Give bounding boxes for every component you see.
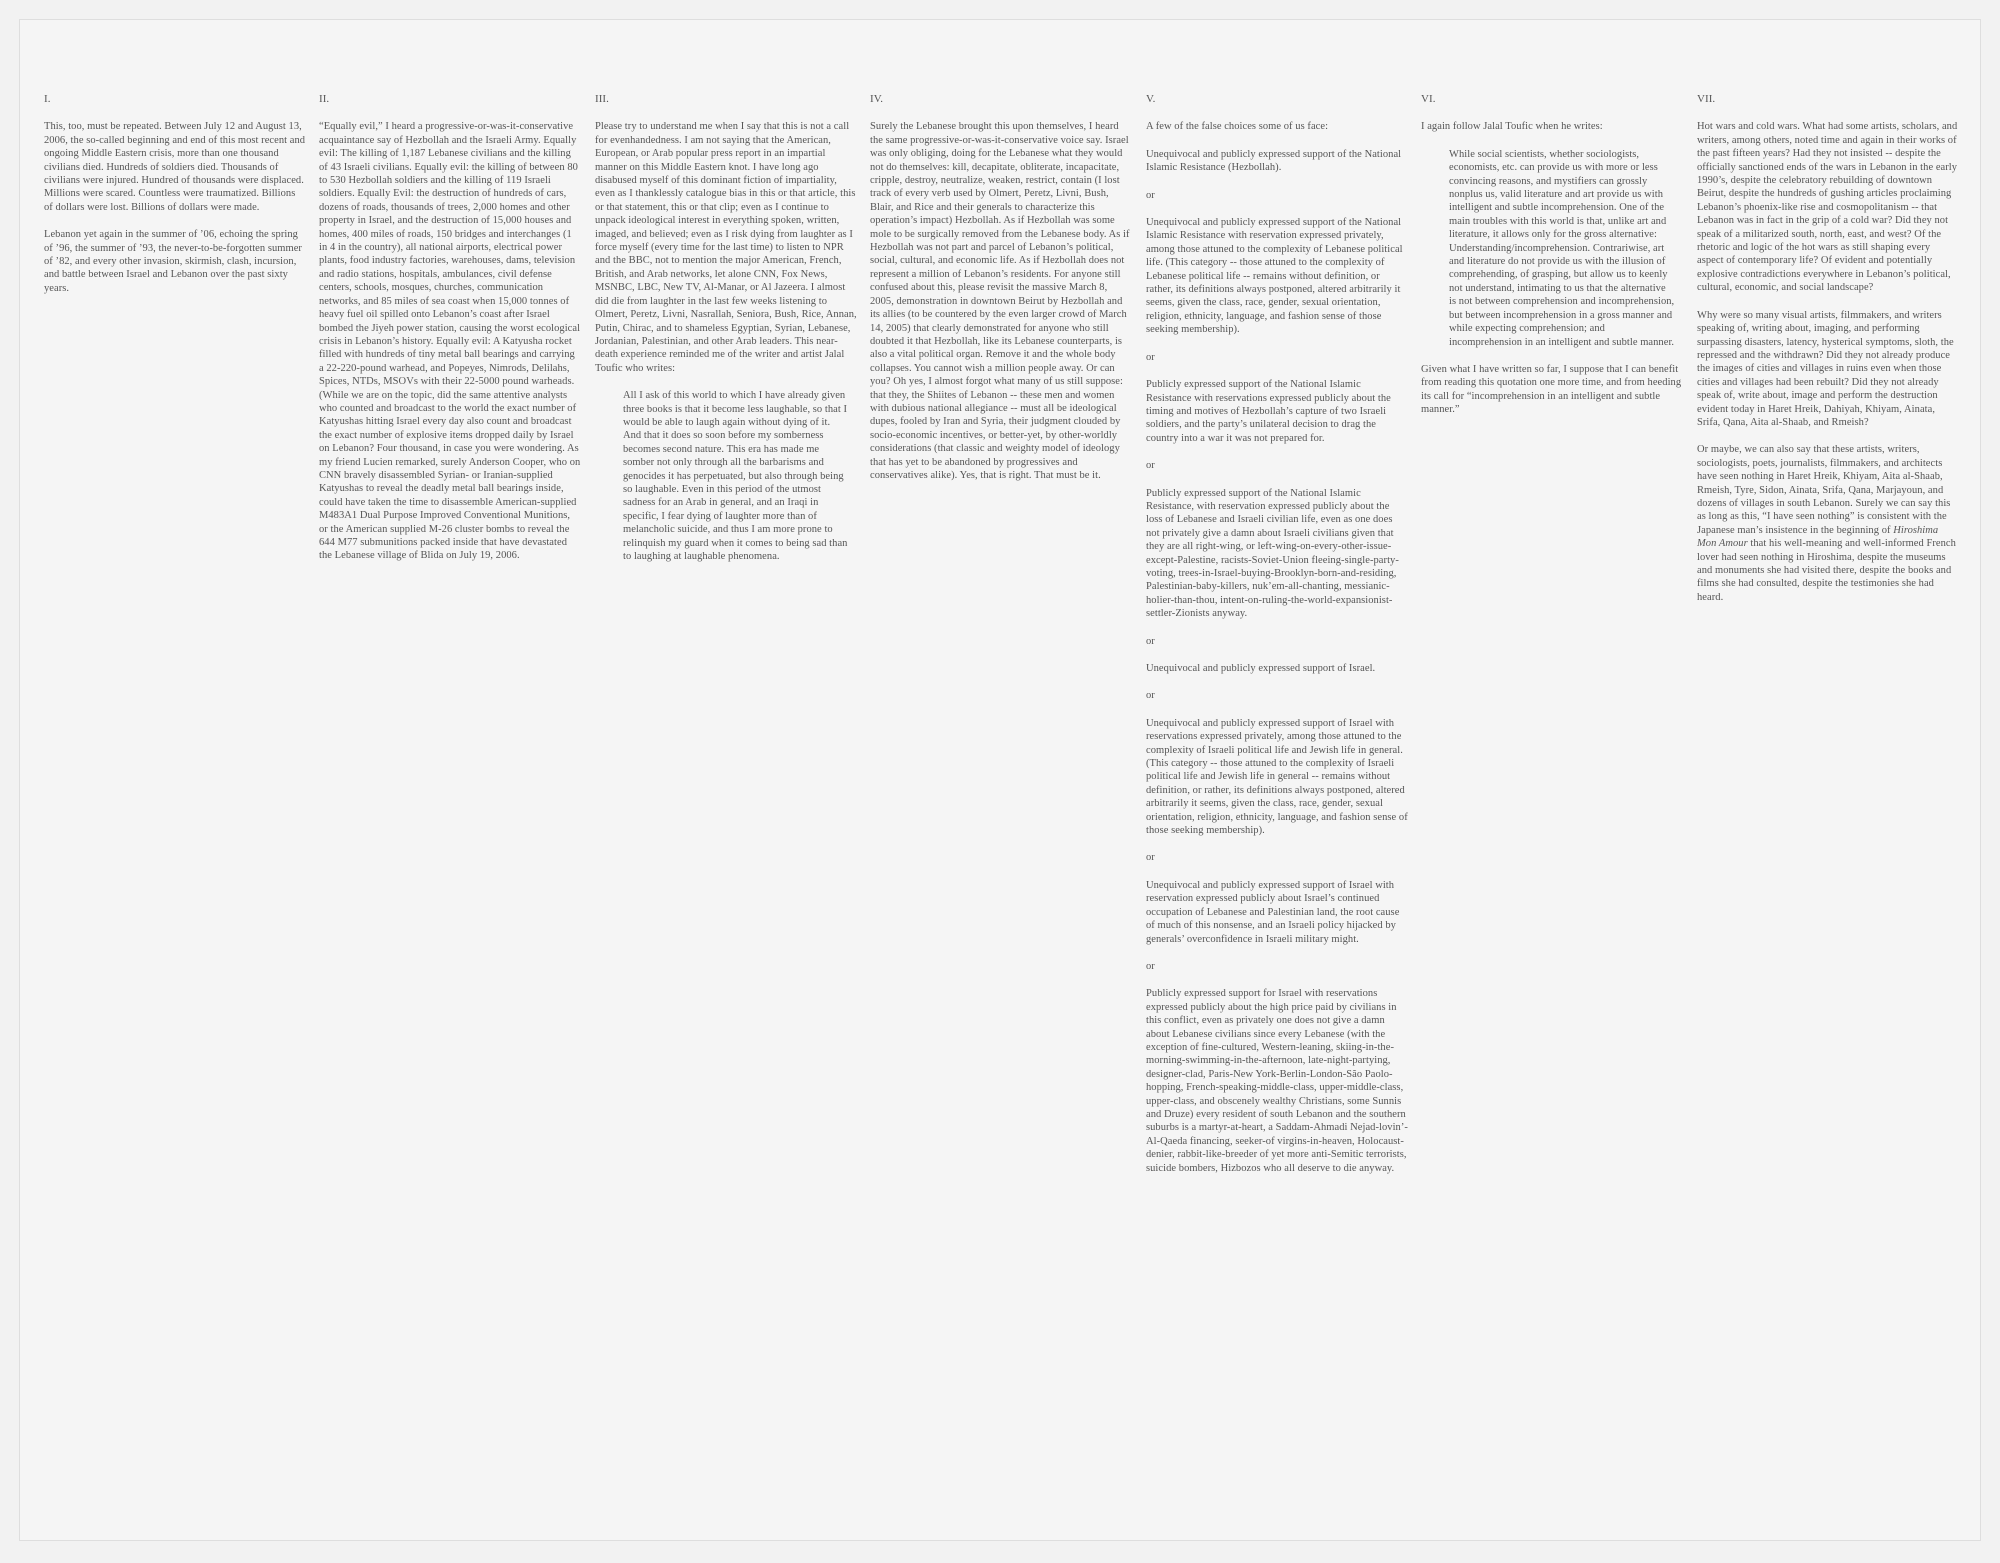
- or-separator: or: [1146, 189, 1155, 201]
- paragraph: Unequivocal and publicly expressed support of Israel with reservations expressed privately, among those attuned to the complexity of Israeli political life and Jewish life in general. (This category -- those attuned to the complexity of Israeli political life and Jewish life in general -- remains without definition, or rather, its definitions always postponed, altered arbitrarily it seems, given the class, race, gender, sexual orientation, religion, ethnicity, language, and fashion sense of those seeking membership).: [1146, 717, 1408, 837]
- or-separator: or: [1146, 960, 1155, 972]
- column-2: [319, 93, 581, 577]
- paragraph: Why were so many visual artists, filmmakers, and writers speaking of, writing about, imaging, and performing surpassing disasters, latency, hysterical symptoms, sloth, the repressed and the withdrawn? Did they not already produce the images of cities and villages in ruins even when those cities and villages had been rebuilt? Did they not already speak of, write about, image and perform the destruction evident today in Haret Hreik, Dahiyah, Khiyam, Ainata, Srifa, Qana, Aita al-Shaab, and Rmeish?: [1697, 309, 1954, 428]
- section-numeral: VI.: [1421, 93, 1436, 105]
- column-4: [870, 93, 1132, 496]
- block-quote: While social scientists, whether sociologists, economists, etc. can provide us with more or less convincing reasons, and mystifiers can grossly nonplus us, valid literature and art provide us with intelligent and subtle incomprehension. One of the main troubles with this world is that, unlike art and literature, it allows only for the gross alternative: Understanding/incomprehension. Contrariwise, art and literature do not provide us with the illusion of comprehending, of grasping, but allow us to keenly not understand, intimating to us that the alternative is not between comprehension and incomprehension, but between incomprehension in a gross manner and while expecting comprehension; and incomprehension in an intelligent and subtle manner.: [1449, 148, 1675, 348]
- column-5: [1146, 93, 1408, 1189]
- section-numeral: II.: [319, 93, 330, 105]
- column-3: [595, 93, 857, 577]
- or-separator: or: [1146, 635, 1155, 647]
- block-quote: All I ask of this world to which I have already given three books is that it become less laughable, so that I would be able to laugh again without dying of it. And that it does so soon before my somberness becomes second nature. This era has made me somber not only through all the barbarisms and genocides it has perpetuated, but also through being so laughable. Even in this period of the utmost sadness for an Arab in general, and an Iraqi in specific, I fear dying of laughter more than of melancholic suicide, and thus I am more prone to relinquish my guard when it comes to being sad than to laughing at laughable phenomena.: [623, 390, 848, 562]
- paragraph: Please try to understand me when I say that this is not a call for evenhandedness. I am not saying that the American, European, or Arab popular press report in an impartial manner on this Middle Eastern knot. I have long ago disabused myself of this dominant fiction of impartiality, even as I thanklessly catalogue bias in this or that article, this or that statement, this or that clip; even as I continue to unpack ideological interest in everything spoken, written, imaged, and believed; even as I risk dying from laughter as I force myself (every time for the last time) to listen to NPR and the BBC, not to mention the major American, French, British, and Arab networks, let alone CNN, Fox News, MSNBC, LBC, New TV, Al-Manar, or Al Jazeera. I almost did die from laughter in the last few weeks listening to Olmert, Peretz, Livni, Nasrallah, Seniora, Bush, Rice, Annan, Putin, Chirac, and to shameless Egyptian, Syrian, Lebanese, Jordanian, Palestinian, and other Arab leaders. This near-death experience reminded me of the writer and artist Jalal Toufic who writes:: [595, 121, 857, 374]
- section-numeral: IV.: [870, 93, 884, 105]
- film-title: Hiroshima Mon Amour: [1697, 524, 1939, 550]
- section-numeral: V.: [1146, 93, 1156, 105]
- paragraph: Surely the Lebanese brought this upon themselves, I heard the same progressive-or-was-it-conservative voice say. Israel was only obliging, doing for the Lebanese what they would not do themselves: kill, decapitate, obliterate, incapacitate, cripple, destroy, neutralize, weaken, restrict, contain (I lost track of every verb used by Olmert, Peretz, Livni, Bush, Blair, and Rice and their generals to characterize this operation’s impact) Hezbollah. As if Hezbollah was some mole to be surgically removed from the Lebanese body. As if Hezbollah was not part and parcel of Lebanon’s political, social, cultural, and economic life. As if Hezbollah does not represent a million of Lebanon’s residents. For anyone still confused about this, please revisit the massive March 8, 2005, demonstration in downtown Beirut by Hezbollah and its allies (to be countered by the even larger crowd of March 14, 2005) that clearly demonstrated for anyone who still doubted it that Hezbollah, like its Lebanese counterparts, is also a vital political organ. Remove it and the whole body collapses. You cannot wish a million people away. Or can you? Oh yes, I almost forgot what many of us still suppose: that they, the Shiites of Lebanon -- these men and women with dubious national allegiance -- must all be ideological dupes, fooled by Iran and Syria, their judgment clouded by socio-economic incentives, or better-yet, by other-worldly considerations (that classic and weighty model of ideology that has yet to be abandoned by progressives and conservatives alike). Yes, that is right. That must be it.: [870, 121, 1130, 481]
- section-numeral: III.: [595, 93, 609, 105]
- paragraph: Hot wars and cold wars. What had some artists, scholars, and writers, among others, noted time and again in their works of the past fifteen years? Had they not insisted -- despite the officially sanctioned ends of the wars in Lebanon in the early 1990’s, despite the celebratory rebuilding of downtown Beirut, despite the hundreds of gushing articles proclaiming Lebanon’s phoenix-like rise and cosmopolitanism -- that Lebanon was in fact in the grip of a cold war? Did they not speak of a militarized south, north, east, and west? Of the rhetoric and logic of the hot wars as still shaping every aspect of contemporary life? Of evident and potentially explosive contradictions everywhere in Lebanon’s political, cultural, economic, and social landscape?: [1697, 121, 1958, 294]
- paragraph: This, too, must be repeated. Between July 12 and August 13, 2006, the so-called beginning and end of this most recent and ongoing Middle Eastern crisis, more than one thousand civilians died. Hundreds of soldiers died. Thousands of civilians were injured. Hundred of thousands were displaced. Millions were scared. Countless were traumatized. Billions of dollars were lost. Billions of dollars were made.: [44, 121, 306, 213]
- paragraph: Given what I have written so far, I suppose that I can benefit from reading this quotation one more time, and from heeding its call for “incomprehension in an intelligent and subtle manner.”: [1421, 363, 1682, 416]
- or-separator: or: [1146, 351, 1155, 363]
- paragraph: A few of the false choices some of us face:: [1146, 121, 1329, 133]
- paragraph: Unequivocal and publicly expressed support of Israel.: [1146, 663, 1376, 674]
- section-numeral: I.: [44, 93, 51, 105]
- or-separator: or: [1146, 460, 1155, 472]
- paragraph: Publicly expressed support of the National Islamic Resistance with reservations expressed publicly about the timing and motives of Hezbollah’s capture of two Israeli soldiers, and the party’s unilateral decision to drag the country into a war it was not prepared for.: [1146, 379, 1391, 444]
- paragraph: Unequivocal and publicly expressed support of Israel with reservation expressed publicly about Israel’s continued occupation of Lebanese and Palestinian land, the root cause of much of this nonsense, and an Israeli policy hijacked by generals’ overconfidence in Israeli military might.: [1146, 879, 1400, 945]
- paragraph: Unequivocal and publicly expressed support of the National Islamic Resistance (Hezbollah).: [1146, 148, 1402, 174]
- paragraph: [1697, 443, 1959, 604]
- paragraph: I again follow Jalal Toufic when he writes:: [1421, 121, 1603, 133]
- paragraph: Lebanon yet again in the summer of ’06, echoing the spring of ’96, the summer of ’93, the never-to-be-forgotten summer of ’82, and every other invasion, skirmish, clash, incursion, and battle between Israel and Lebanon over the past sixty years.: [44, 229, 302, 294]
- paragraph-text: that his well-meaning and well-informed French lover had seen nothing in Hiroshima, despite the museums and monuments she had visited there, despite the books and films she had consulted, despite the testimonies she had heard.: [1697, 538, 1956, 603]
- paragraph: Publicly expressed support of the National Islamic Resistance, with reservation expressed publicly about the loss of Lebanese and Israeli civilian life, even as one does not privately give a damn about Israeli civilians given that they are all right-wing, or left-wing-on-every-other-issue-except-Palestine, racists-Soviet-Union fleeing-single-party-voting, trees-in-Israel-buying-Brooklyn-born-and-residing, Palestinian-baby-killers, nuk’em-all-chanting, messianic-holier-than-thou, intent-on-ruling-the-world-expansionist-settler-Zionists anyway.: [1146, 487, 1399, 620]
- column-1: [44, 93, 306, 309]
- column-7: [1697, 93, 1959, 618]
- section-numeral: VII.: [1697, 93, 1716, 105]
- or-separator: or: [1146, 690, 1155, 702]
- column-6: [1421, 93, 1683, 431]
- artwork-sheet: [19, 19, 1981, 1541]
- or-separator: or: [1146, 852, 1155, 864]
- paragraph: Unequivocal and publicly expressed support of the National Islamic Resistance with reservation expressed privately, among those attuned to the complexity of Lebanese political life. (This category -- those attuned to the complexity of Lebanese political life -- remains without definition, or rather, its definitions always postponed, altered arbitrarily it seems, given the class, race, gender, sexual orientation, religion, ethnicity, language, and fashion sense of those seeking membership).: [1146, 217, 1403, 336]
- paragraph: “Equally evil,” I heard a progressive-or-was-it-conservative acquaintance say of Hezbollah and the Israeli Army. Equally evil: The killing of 1,187 Lebanese civilians and the killing of 43 Israeli civilians. Equally evil: the killing of between 80 to 530 Hezbollah soldiers and the killing of 119 Israeli soldiers. Equally Evil: the destruction of hundreds of cars, dozens of roads, thousands of trees, 2,000 homes and other property in Israel, and the destruction of 15,000 houses and homes, 400 miles of roads, 150 bridges and interchanges (1 in 4 in the country), all national airports, electrical power plants, food industry factories, warehouses, dams, television and radio stations, hospitals, ambulances, civil defense centers, schools, mosques, churches, communication networks, and 85 miles of sea coast when 15,000 tonnes of heavy fuel oil spilled onto Lebanon’s coast after Israel bombed the Jiyeh power station, causing the worst ecological crisis in Lebanon’s history. Equally evil: A Katyusha rocket filled with hundreds of tiny metal ball bearings and carrying a 22-220-pound warhead, and Popeyes, Nimrods, Delilahs, Spices, NTDs, MSOVs with their 22-5000 pound warheads. (While we are on the topic, did the same attentive analysts who counted and broadcast to the world the exact number of Katyushas hitting Israel every day also count and broadcast the exact number of explosive items dropped daily by Israel on Lebanon? Four thousand, in case you were wondering. As my friend Lucien remarked, surely Anderson Cooper, who on CNN bravely disassembled Syrian- or Iranian-supplied Katyushas to reveal the deadly metal ball bearings inside, could have taken the time to disassemble American-supplied M483A1 Dual Purpose Improved Conventional Munitions, or the American supplied M-26 cluster bombs to reveal the 644 M77 submunitions packed inside that have devastated the Lebanese village of Blida on July 19, 2006.: [319, 121, 581, 562]
- paragraph-text: Or maybe, we can also say that these artists, writers, sociologists, poets, journalists, filmmakers, and architects have seen nothing in Haret Hreik, Khiyam, Aita al-Shaab, Rmeish, Tyre, Sidon, Ainata, Srifa, Qana, Marjayoun, and dozens of villages in south Lebanon. Surely we can say this as long as this, “I have seen nothing” is consistent with the Japanese man’s insistence in the beginning of: [1697, 444, 1951, 536]
- paragraph: Publicly expressed support for Israel with reservations expressed publicly about the high price paid by civilians in this conflict, even as privately one does not give a damn about Lebanese civilians since every Lebanese (with the exception of fine-cultured, Western-leaning, skiing-in-the-morning-swimming-in-the-afternoon, late-night-partying, designer-clad, Paris-New York-Berlin-London-São Paolo-hopping, French-speaking-middle-class, upper-middle-class, upper-class, and obscenely wealthy Christians, some Sunnis and Druze) every resident of south Lebanon and the southern suburbs is a martyr-at-heart, a Saddam-Ahmadi Nejad-lovin’- Al-Qaeda financing, seeker-of virgins-in-heaven, Holocaust-denier, rabbit-like-breeder of yet more anti-Semitic terrorists, suicide bombers, Hizbozos who all deserve to die anyway.: [1146, 988, 1408, 1174]
